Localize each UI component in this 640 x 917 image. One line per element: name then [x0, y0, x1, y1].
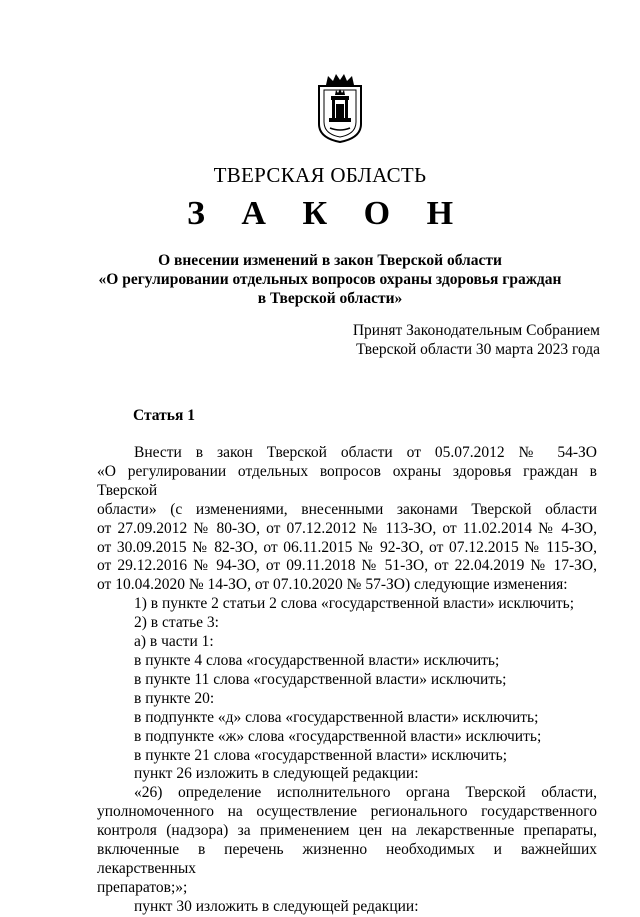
coat-of-arms-icon	[316, 72, 364, 144]
adoption-line: Тверской области 30 марта 2023 года	[356, 341, 600, 358]
subject-line: в Тверской области»	[257, 290, 403, 307]
body-line: пункт 30 изложить в следующей редакции:	[134, 897, 419, 915]
article-heading: Статья 1	[133, 407, 195, 424]
body-line: препаратов;»;	[97, 878, 188, 896]
subject-line: О внесении изменений в закон Тверской области	[158, 252, 502, 269]
body-line: от 30.09.2015 № 82-ЗО, от 06.11.2015 № 92-ЗО, от 07.12.2015 № 115-ЗО,	[97, 538, 597, 556]
document-title: З А К О Н	[186, 195, 468, 232]
body-line: «О регулировании отдельных вопросов охраны здоровья граждан в Тверской	[97, 462, 597, 499]
body-line: в пункте 21 слова «государственной власти» исключить;	[134, 746, 508, 764]
subject-line: «О регулировании отдельных вопросов охраны здоровья граждан	[98, 271, 562, 288]
body-line: в пункте 11 слова «государственной власти» исключить;	[134, 670, 507, 688]
adoption-note	[353, 321, 600, 359]
body-line: 2) в статье 3:	[134, 614, 219, 632]
body-line: в пункте 4 слова «государственной власти» исключить;	[134, 651, 500, 669]
adoption-line: Принят Законодательным Собранием	[352, 322, 600, 339]
body-line: от 29.12.2016 № 94-ЗО, от 09.11.2018 № 51-ЗО, от 22.04.2019 № 17-ЗО,	[97, 557, 597, 575]
body-line: Внести в закон Тверской области от 05.07.2012 № 54-ЗО	[134, 444, 597, 461]
body-line: уполномоченного на осуществление регионального государственного	[97, 803, 597, 821]
body-line: от 10.04.2020 № 14-ЗО, от 07.10.2020 № 57-ЗО) следующие изменения:	[97, 576, 568, 594]
body-line: а) в части 1:	[134, 633, 214, 651]
region-name: ТВЕРСКАЯ ОБЛАСТЬ	[213, 163, 427, 187]
body-line: «26) определение исполнительного органа Тверской области,	[134, 784, 597, 802]
law-subject	[60, 251, 600, 308]
body-line: контроля (надзора) за применением цен на лекарственные препараты,	[97, 822, 597, 840]
body-line: включенные в перечень жизненно необходимых и важнейших лекарственных	[97, 841, 597, 877]
body-line: пункт 26 изложить в следующей редакции:	[134, 765, 419, 783]
body-line: области» (с изменениями, внесенными законами Тверской области	[97, 500, 597, 518]
body-line: от 27.09.2012 № 80-ЗО, от 07.12.2012 № 113-ЗО, от 11.02.2014 № 4-ЗО,	[97, 519, 597, 537]
body-line: в пункте 20:	[134, 689, 215, 707]
body-line: в подпункте «ж» слова «государственной власти» исключить;	[134, 727, 542, 745]
body-line: в подпункте «д» слова «государственной власти» исключить;	[134, 708, 539, 726]
article-body	[97, 444, 597, 917]
body-line: 1) в пункте 2 статьи 2 слова «государственной власти» исключить;	[134, 595, 575, 613]
